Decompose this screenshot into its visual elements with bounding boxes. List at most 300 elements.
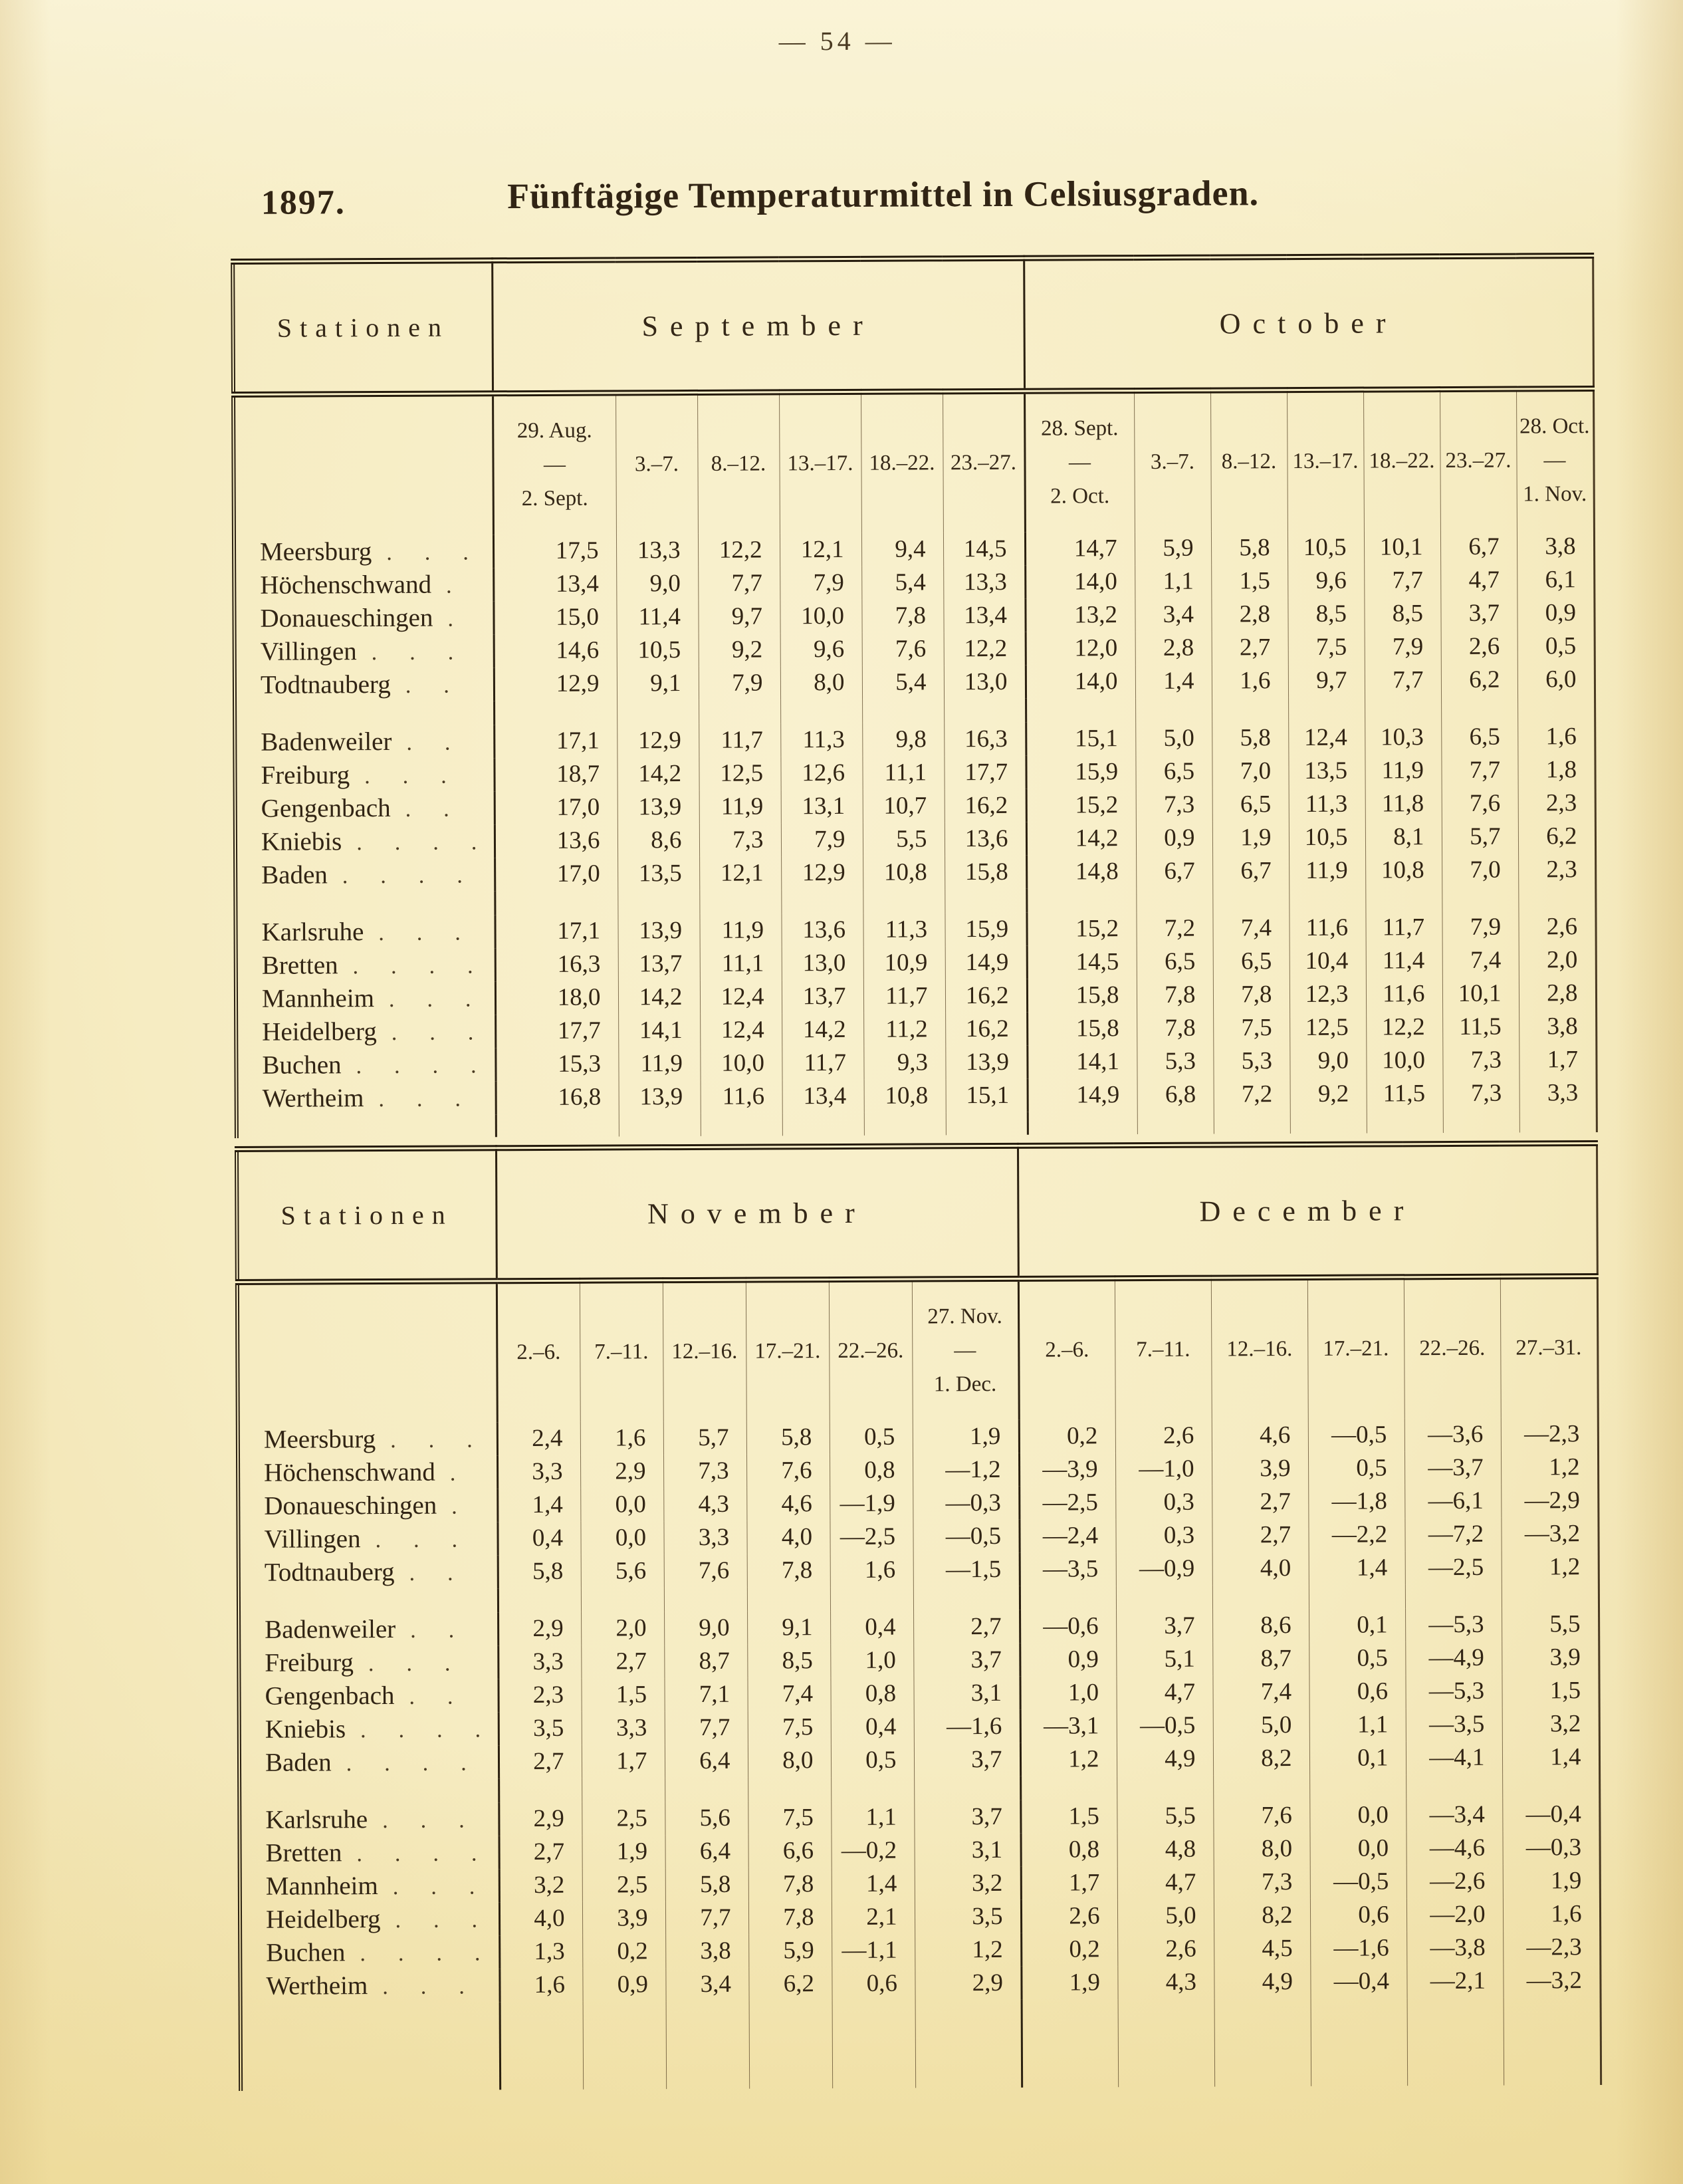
temp-cell: 3,2 bbox=[1502, 1707, 1599, 1741]
leader-dots: . . bbox=[405, 673, 460, 698]
station-name: Todtnauberg bbox=[264, 1557, 395, 1587]
temp-cell: 12,3 bbox=[1290, 977, 1366, 1011]
temp-cell: 2,8 bbox=[1211, 598, 1288, 632]
temp-cell: —3,9 bbox=[1019, 1453, 1115, 1487]
leader-dots: . . . bbox=[395, 1907, 489, 1933]
temp-cell: 10,8 bbox=[864, 1079, 946, 1113]
temp-cell: 3,9 bbox=[582, 1901, 665, 1935]
stations-header: Stationen bbox=[233, 261, 493, 395]
temp-cell: 2,7 bbox=[1212, 1518, 1308, 1552]
temp-cell: 2,7 bbox=[499, 1835, 582, 1869]
temp-cell: 13,0 bbox=[782, 946, 863, 980]
temp-cell: 1,6 bbox=[1212, 664, 1288, 698]
table-row bbox=[234, 596, 1594, 636]
temp-cell: 14,0 bbox=[1026, 665, 1135, 699]
table-row bbox=[235, 853, 1595, 892]
table-row bbox=[235, 820, 1595, 859]
temp-cell: 1,4 bbox=[1309, 1551, 1405, 1585]
temp-cell: 10,4 bbox=[1290, 944, 1366, 978]
temp-cell: —1,6 bbox=[1310, 1931, 1406, 1965]
temp-cell: 12,5 bbox=[699, 757, 780, 790]
period-header: 2.–6. bbox=[497, 1280, 580, 1422]
temp-cell: 3,2 bbox=[915, 1866, 1021, 1900]
temp-cell: 6,2 bbox=[748, 1967, 832, 2001]
temp-cell: 1,6 bbox=[830, 1553, 913, 1587]
temp-cell: 2,9 bbox=[915, 1966, 1021, 2000]
table-row bbox=[235, 910, 1595, 949]
temp-cell: 0,5 bbox=[1517, 630, 1595, 664]
temp-cell: 10,1 bbox=[1442, 977, 1519, 1011]
temp-cell: —1,1 bbox=[832, 1933, 915, 1967]
temp-cell: 7,5 bbox=[1288, 630, 1365, 664]
leader-dots: . . . bbox=[378, 920, 471, 946]
temp-cell: 14,6 bbox=[494, 634, 617, 667]
station-name: Baden bbox=[261, 860, 328, 890]
leader-dots: . . . bbox=[364, 763, 457, 789]
temp-cell: —0,5 bbox=[1308, 1418, 1404, 1452]
temp-cell: 11,5 bbox=[1442, 1010, 1519, 1044]
temp-cell: —4,1 bbox=[1406, 1741, 1502, 1774]
temp-cell: 14,9 bbox=[945, 945, 1027, 979]
temp-cell: 8,2 bbox=[1213, 1741, 1309, 1775]
temp-cell: 11,9 bbox=[1365, 754, 1441, 788]
temp-cell: 6,7 bbox=[1440, 530, 1517, 564]
temp-cell: 9,6 bbox=[780, 632, 862, 666]
temp-cell: 2,3 bbox=[498, 1678, 581, 1712]
temp-cell: 7,7 bbox=[665, 1901, 748, 1935]
leader-dots: . . . . bbox=[356, 1841, 488, 1867]
table-row bbox=[235, 663, 1595, 702]
temp-cell: —2,1 bbox=[1406, 1964, 1503, 1998]
station-name: Donaueschingen bbox=[264, 1491, 437, 1520]
temp-cell: 3,4 bbox=[665, 1967, 748, 2001]
station-name: Buchen bbox=[262, 1050, 342, 1080]
temp-cell: 4,9 bbox=[1214, 1965, 1310, 1999]
temp-cell: 13,3 bbox=[616, 533, 698, 567]
temp-cell: 0,6 bbox=[832, 1967, 915, 2001]
table-row bbox=[238, 1451, 1598, 1490]
temp-cell: 5,9 bbox=[748, 1934, 832, 1968]
temp-cell: 1,7 bbox=[582, 1745, 665, 1778]
temp-cell: 9,0 bbox=[1290, 1044, 1366, 1078]
month-header: November bbox=[496, 1146, 1018, 1280]
temp-cell: 13,4 bbox=[493, 567, 616, 601]
temp-cell: 14,1 bbox=[1027, 1045, 1137, 1079]
temp-cell: 3,1 bbox=[913, 1676, 1020, 1710]
temp-cell: 11,6 bbox=[701, 1080, 782, 1114]
table-row bbox=[235, 630, 1595, 669]
temp-cell: 11,6 bbox=[1289, 911, 1365, 945]
temp-cell: —2,3 bbox=[1501, 1417, 1598, 1451]
temp-cell: 12,9 bbox=[617, 723, 699, 757]
temp-cell: 7,7 bbox=[665, 1711, 748, 1745]
table-row bbox=[239, 1707, 1599, 1747]
temp-cell: 2,3 bbox=[1518, 787, 1595, 820]
temp-cell: 15,1 bbox=[946, 1078, 1028, 1112]
temp-cell: 10,0 bbox=[700, 1046, 782, 1080]
temp-cell: 12,4 bbox=[700, 1013, 782, 1047]
temp-cell: 14,2 bbox=[617, 757, 699, 790]
leader-dots: . . . bbox=[391, 1020, 485, 1045]
month-header: September bbox=[492, 258, 1024, 393]
temp-cell: 4,0 bbox=[746, 1520, 830, 1554]
leader-dots: . . . . bbox=[352, 953, 484, 979]
temp-cell: 14,1 bbox=[618, 1013, 700, 1047]
temp-cell: 1,6 bbox=[1517, 720, 1595, 754]
temp-cell: 15,2 bbox=[1026, 912, 1136, 946]
temp-cell: 12,4 bbox=[1288, 721, 1365, 755]
temp-cell: —7,2 bbox=[1404, 1517, 1501, 1551]
temp-cell: 9,0 bbox=[664, 1611, 747, 1645]
temp-cell: —3,4 bbox=[1406, 1798, 1502, 1832]
temp-cell: 1,4 bbox=[497, 1488, 580, 1522]
leader-dots: . . bbox=[410, 1618, 465, 1643]
temp-cell: 7,9 bbox=[1365, 630, 1441, 664]
temp-cell: 8,5 bbox=[747, 1644, 830, 1678]
temp-cell: 1,2 bbox=[1502, 1550, 1599, 1584]
temp-cell: —2,2 bbox=[1308, 1518, 1404, 1552]
temp-cell: 5,0 bbox=[1117, 1899, 1214, 1933]
station-name: Kniebis bbox=[265, 1715, 346, 1744]
temp-cell: 16,8 bbox=[496, 1080, 619, 1114]
temp-cell: 1,5 bbox=[581, 1678, 664, 1712]
temp-cell: 12,9 bbox=[781, 856, 863, 890]
leader-dots: . . bbox=[406, 730, 461, 755]
table-row bbox=[239, 1608, 1599, 1647]
temp-cell: 7,6 bbox=[746, 1454, 830, 1488]
temp-cell: 1,1 bbox=[831, 1800, 914, 1834]
temp-cell: 15,9 bbox=[1026, 755, 1135, 789]
temp-cell: 13,9 bbox=[945, 1045, 1027, 1079]
temp-cell: 2,6 bbox=[1117, 1932, 1214, 1966]
temp-cell: 0,5 bbox=[830, 1420, 913, 1454]
table-row bbox=[238, 1417, 1598, 1457]
temp-cell: —3,2 bbox=[1503, 1964, 1600, 1998]
temp-cell: 0,2 bbox=[1019, 1419, 1115, 1453]
temp-cell: 0,0 bbox=[1309, 1798, 1406, 1832]
station-name: Badenweiler bbox=[261, 727, 392, 757]
station-name: Freiburg bbox=[261, 761, 350, 790]
data-table bbox=[231, 253, 1597, 1138]
temp-cell: 1,1 bbox=[1135, 564, 1211, 598]
temp-cell: 15,8 bbox=[945, 855, 1026, 889]
station-name: Kniebis bbox=[261, 827, 342, 856]
temp-cell: 15,0 bbox=[493, 600, 616, 634]
temp-cell: —5,3 bbox=[1405, 1674, 1502, 1708]
temp-cell: 6,5 bbox=[1213, 945, 1290, 979]
temp-cell: 4,8 bbox=[1117, 1832, 1213, 1866]
temp-cell: 5,5 bbox=[863, 822, 945, 856]
temp-cell: 9,4 bbox=[861, 533, 943, 566]
temp-cell: 7,3 bbox=[699, 823, 781, 857]
station-cell bbox=[239, 1745, 499, 1780]
temp-cell: 3,4 bbox=[1135, 598, 1211, 632]
temp-cell: 5,8 bbox=[746, 1421, 830, 1455]
temp-cell: 12,2 bbox=[944, 632, 1026, 666]
temp-cell: 7,3 bbox=[663, 1454, 746, 1488]
temp-cell: 2,7 bbox=[499, 1745, 582, 1778]
leader-dots: . . . bbox=[375, 1527, 469, 1553]
temp-cell: 0,9 bbox=[1517, 596, 1594, 630]
temp-cell: 0,6 bbox=[1309, 1675, 1405, 1709]
temp-cell: —6,1 bbox=[1404, 1484, 1501, 1518]
temp-cell: 7,8 bbox=[748, 1901, 832, 1935]
temp-cell: 7,4 bbox=[1442, 943, 1519, 977]
temp-cell: 6,4 bbox=[665, 1834, 748, 1868]
temp-cell: 11,4 bbox=[1366, 944, 1442, 978]
leader-dots: . . bbox=[409, 1684, 464, 1709]
temp-cell: 0,3 bbox=[1115, 1518, 1212, 1552]
leader-dots: . . . bbox=[382, 1808, 475, 1834]
temp-cell: 5,5 bbox=[1117, 1799, 1213, 1833]
temp-cell: 17,0 bbox=[495, 790, 617, 824]
temp-cell: 1,9 bbox=[1503, 1864, 1600, 1898]
station-name: Mannheim bbox=[261, 984, 375, 1013]
temp-cell: —2,5 bbox=[1019, 1486, 1115, 1520]
temp-cell: 3,9 bbox=[1212, 1451, 1308, 1485]
temp-cell: 7,4 bbox=[747, 1677, 830, 1711]
temp-cell: 3,7 bbox=[913, 1643, 1020, 1677]
temp-cell: 7,6 bbox=[862, 632, 944, 666]
leader-dots: . . bbox=[405, 796, 460, 822]
temp-cell: 1,8 bbox=[1517, 753, 1595, 787]
period-header: 18.–22. bbox=[861, 392, 943, 533]
temp-cell: 7,3 bbox=[1214, 1865, 1310, 1899]
leader-dots: . . . bbox=[392, 1874, 486, 1899]
temp-cell: 10,5 bbox=[1289, 820, 1365, 854]
table-row bbox=[237, 1076, 1597, 1116]
station-cell bbox=[236, 948, 495, 983]
temp-cell: 7,2 bbox=[1136, 911, 1212, 945]
period-header: 17.–21. bbox=[1307, 1277, 1404, 1419]
temp-cell: 15,8 bbox=[1027, 1012, 1137, 1046]
station-name: Baden bbox=[265, 1748, 332, 1777]
temp-cell: 3,8 bbox=[665, 1934, 748, 1968]
temp-cell: 2,5 bbox=[582, 1868, 665, 1902]
temp-cell: 7,2 bbox=[1214, 1078, 1290, 1112]
temp-cell: 11,7 bbox=[1365, 911, 1442, 945]
temp-cell: 0,4 bbox=[497, 1521, 580, 1555]
temp-cell: 2,7 bbox=[581, 1645, 664, 1679]
temp-cell: 6,6 bbox=[748, 1834, 831, 1868]
temp-cell: 12,9 bbox=[494, 667, 617, 701]
station-cell bbox=[235, 824, 495, 859]
temp-cell: 14,5 bbox=[1027, 945, 1137, 979]
temp-cell: 11,9 bbox=[699, 790, 781, 824]
temp-cell: 7,9 bbox=[781, 822, 863, 856]
temp-cell: 11,1 bbox=[862, 756, 944, 790]
temp-cell: 7,3 bbox=[1442, 1043, 1519, 1077]
temp-cell: 9,2 bbox=[699, 633, 780, 667]
station-name: Bretten bbox=[265, 1838, 342, 1868]
temp-cell: 0,2 bbox=[1021, 1933, 1117, 1967]
temp-cell: 13,3 bbox=[943, 565, 1025, 599]
leader-dots: . . . . bbox=[356, 830, 488, 856]
temp-cell: 17,1 bbox=[495, 914, 617, 948]
temp-cell: 16,3 bbox=[944, 722, 1026, 756]
temp-cell: 7,1 bbox=[664, 1677, 747, 1711]
station-cell bbox=[235, 634, 494, 669]
temp-cell: 16,2 bbox=[945, 979, 1027, 1013]
temp-cell: 0,5 bbox=[1308, 1451, 1404, 1485]
filler-row bbox=[241, 1997, 1601, 2091]
temp-cell: 11,7 bbox=[782, 1046, 863, 1080]
leader-dots: . . . . bbox=[342, 863, 473, 889]
table-row bbox=[240, 1897, 1600, 1937]
temp-cell: 1,6 bbox=[499, 1968, 582, 2002]
temp-cell: 2,0 bbox=[1519, 943, 1596, 977]
station-cell bbox=[239, 1555, 498, 1590]
temp-cell: —2,9 bbox=[1501, 1484, 1598, 1518]
temp-cell: 3,8 bbox=[1517, 530, 1594, 564]
temp-cell: 5,8 bbox=[498, 1554, 581, 1588]
temp-cell: 6,5 bbox=[1212, 788, 1289, 822]
table-row bbox=[240, 1864, 1600, 1903]
leader-dots: . . . bbox=[368, 1651, 461, 1677]
temp-cell: 6,2 bbox=[1518, 820, 1595, 854]
temp-cell: 6,5 bbox=[1441, 720, 1517, 754]
temp-cell: 7,6 bbox=[1213, 1798, 1309, 1832]
leader-dots: . . . bbox=[371, 640, 465, 666]
temp-cell: 0,8 bbox=[830, 1453, 913, 1487]
table-row bbox=[236, 943, 1596, 983]
temp-cell: 7,9 bbox=[699, 666, 780, 700]
temp-cell: 5,1 bbox=[1116, 1642, 1212, 1676]
temp-cell: 10,0 bbox=[1366, 1044, 1442, 1078]
temp-cell: 18,0 bbox=[495, 981, 618, 1015]
temp-cell: —3,2 bbox=[1501, 1517, 1598, 1551]
temp-cell: —3,6 bbox=[1404, 1417, 1501, 1451]
period-header: 28. Sept. — 2. Oct. bbox=[1024, 391, 1135, 533]
stations-header: Stationen bbox=[237, 1148, 497, 1282]
temp-cell: 7,9 bbox=[1442, 910, 1518, 944]
temp-cell: 1,3 bbox=[499, 1935, 582, 1969]
leader-dots: . . . bbox=[390, 1427, 483, 1453]
temp-cell: 15,3 bbox=[495, 1047, 618, 1081]
temp-cell: 11,2 bbox=[863, 1013, 945, 1046]
station-cell bbox=[237, 1081, 496, 1116]
temp-cell: 14,5 bbox=[943, 532, 1025, 566]
temp-cell: 7,0 bbox=[1442, 853, 1518, 887]
station-cell bbox=[236, 1015, 495, 1049]
station-name: Buchen bbox=[266, 1938, 346, 1967]
temp-cell: 5,0 bbox=[1135, 721, 1212, 755]
temp-cell: 1,0 bbox=[1020, 1676, 1116, 1710]
leader-dots: . bbox=[445, 573, 463, 598]
temp-cell: —2,5 bbox=[830, 1520, 913, 1554]
temp-cell: 18,7 bbox=[494, 757, 617, 791]
temp-cell: 2,3 bbox=[1518, 853, 1595, 887]
station-name: Bretten bbox=[261, 951, 338, 980]
temp-cell: 3,1 bbox=[914, 1833, 1020, 1867]
temp-cell: 12,6 bbox=[780, 756, 862, 790]
temp-cell: 7,4 bbox=[1212, 1675, 1309, 1709]
temp-cell: 1,4 bbox=[1135, 664, 1212, 698]
station-cell bbox=[235, 758, 494, 792]
temp-cell: —0,5 bbox=[913, 1519, 1019, 1553]
temp-cell: 2,9 bbox=[499, 1802, 582, 1836]
temp-cell: —0,4 bbox=[1502, 1798, 1599, 1832]
temp-cell: 0,5 bbox=[1309, 1641, 1405, 1675]
temp-cell: 0,4 bbox=[831, 1710, 914, 1744]
temp-cell: 7,5 bbox=[748, 1801, 831, 1835]
temp-cell: 6,5 bbox=[1137, 945, 1213, 979]
temp-cell: 7,8 bbox=[1137, 1011, 1213, 1045]
temp-cell: 14,9 bbox=[1028, 1078, 1137, 1112]
sept-oct-table bbox=[231, 253, 1597, 1138]
temp-cell: 8,0 bbox=[780, 666, 862, 699]
temp-cell: 1,2 bbox=[915, 1933, 1021, 1967]
temp-cell: 12,1 bbox=[780, 533, 861, 566]
temp-cell: 9,0 bbox=[616, 566, 698, 600]
temp-cell: 7,8 bbox=[1137, 978, 1213, 1012]
temp-cell: 2,6 bbox=[1115, 1419, 1212, 1453]
temp-cell: —4,9 bbox=[1405, 1641, 1502, 1675]
temp-cell: 10,5 bbox=[617, 633, 699, 667]
station-cell bbox=[235, 791, 495, 826]
temp-cell: —0,5 bbox=[1310, 1865, 1406, 1899]
station-name: Wertheim bbox=[266, 1971, 368, 2001]
leader-dots: . . . . bbox=[360, 1941, 491, 1967]
temp-cell: 2,9 bbox=[580, 1455, 663, 1489]
temp-cell: 8,0 bbox=[748, 1744, 831, 1778]
temp-cell: —0,4 bbox=[1310, 1965, 1406, 1999]
temp-cell: 8,1 bbox=[1365, 820, 1442, 854]
station-cell bbox=[239, 1712, 499, 1747]
table-row bbox=[239, 1741, 1599, 1780]
temp-cell: 2,0 bbox=[581, 1612, 664, 1645]
temp-cell: 4,0 bbox=[1212, 1551, 1309, 1585]
temp-cell: —2,3 bbox=[1503, 1931, 1600, 1965]
temp-cell: 8,6 bbox=[617, 823, 699, 857]
temp-cell: 13,6 bbox=[495, 824, 617, 858]
period-header: 17.–21. bbox=[746, 1280, 830, 1421]
temp-cell: 1,2 bbox=[1020, 1743, 1117, 1776]
temp-cell: 9,6 bbox=[1288, 564, 1364, 598]
leader-dots: . . . bbox=[386, 540, 479, 565]
temp-cell: 1,0 bbox=[830, 1643, 913, 1677]
temp-cell: 4,6 bbox=[1212, 1418, 1308, 1452]
temp-cell: 2,6 bbox=[1441, 630, 1517, 664]
temp-cell: 3,5 bbox=[915, 1899, 1021, 1933]
station-cell bbox=[238, 1455, 497, 1490]
station-cell bbox=[238, 1522, 497, 1556]
temp-cell: 15,9 bbox=[945, 912, 1026, 946]
temp-cell: 4,7 bbox=[1117, 1866, 1214, 1899]
leader-dots: . . bbox=[409, 1560, 464, 1586]
temp-cell: 5,3 bbox=[1137, 1044, 1213, 1078]
temp-cell: —3,7 bbox=[1404, 1451, 1501, 1485]
data-table bbox=[235, 1140, 1602, 2090]
temp-cell: 17,1 bbox=[494, 724, 617, 758]
temp-cell: —0,2 bbox=[831, 1834, 914, 1868]
table-row bbox=[240, 1931, 1600, 1970]
temp-cell: 10,8 bbox=[863, 856, 945, 890]
stations-header-spacer bbox=[233, 394, 493, 536]
temp-cell: 4,5 bbox=[1214, 1931, 1310, 1965]
temp-cell: 0,0 bbox=[580, 1488, 663, 1522]
temp-cell: 2,9 bbox=[498, 1612, 581, 1645]
temp-cell: 13,4 bbox=[943, 598, 1025, 632]
temp-cell: 17,7 bbox=[495, 1014, 618, 1048]
temp-cell: 6,7 bbox=[1136, 854, 1212, 888]
temp-cell: 0,4 bbox=[830, 1610, 913, 1644]
station-name: Karlsruhe bbox=[265, 1805, 368, 1834]
temp-cell: 11,7 bbox=[863, 979, 945, 1013]
temp-cell: 8,2 bbox=[1214, 1898, 1310, 1932]
temp-cell: 9,7 bbox=[698, 600, 780, 634]
temp-cell: 8,0 bbox=[1213, 1832, 1309, 1866]
